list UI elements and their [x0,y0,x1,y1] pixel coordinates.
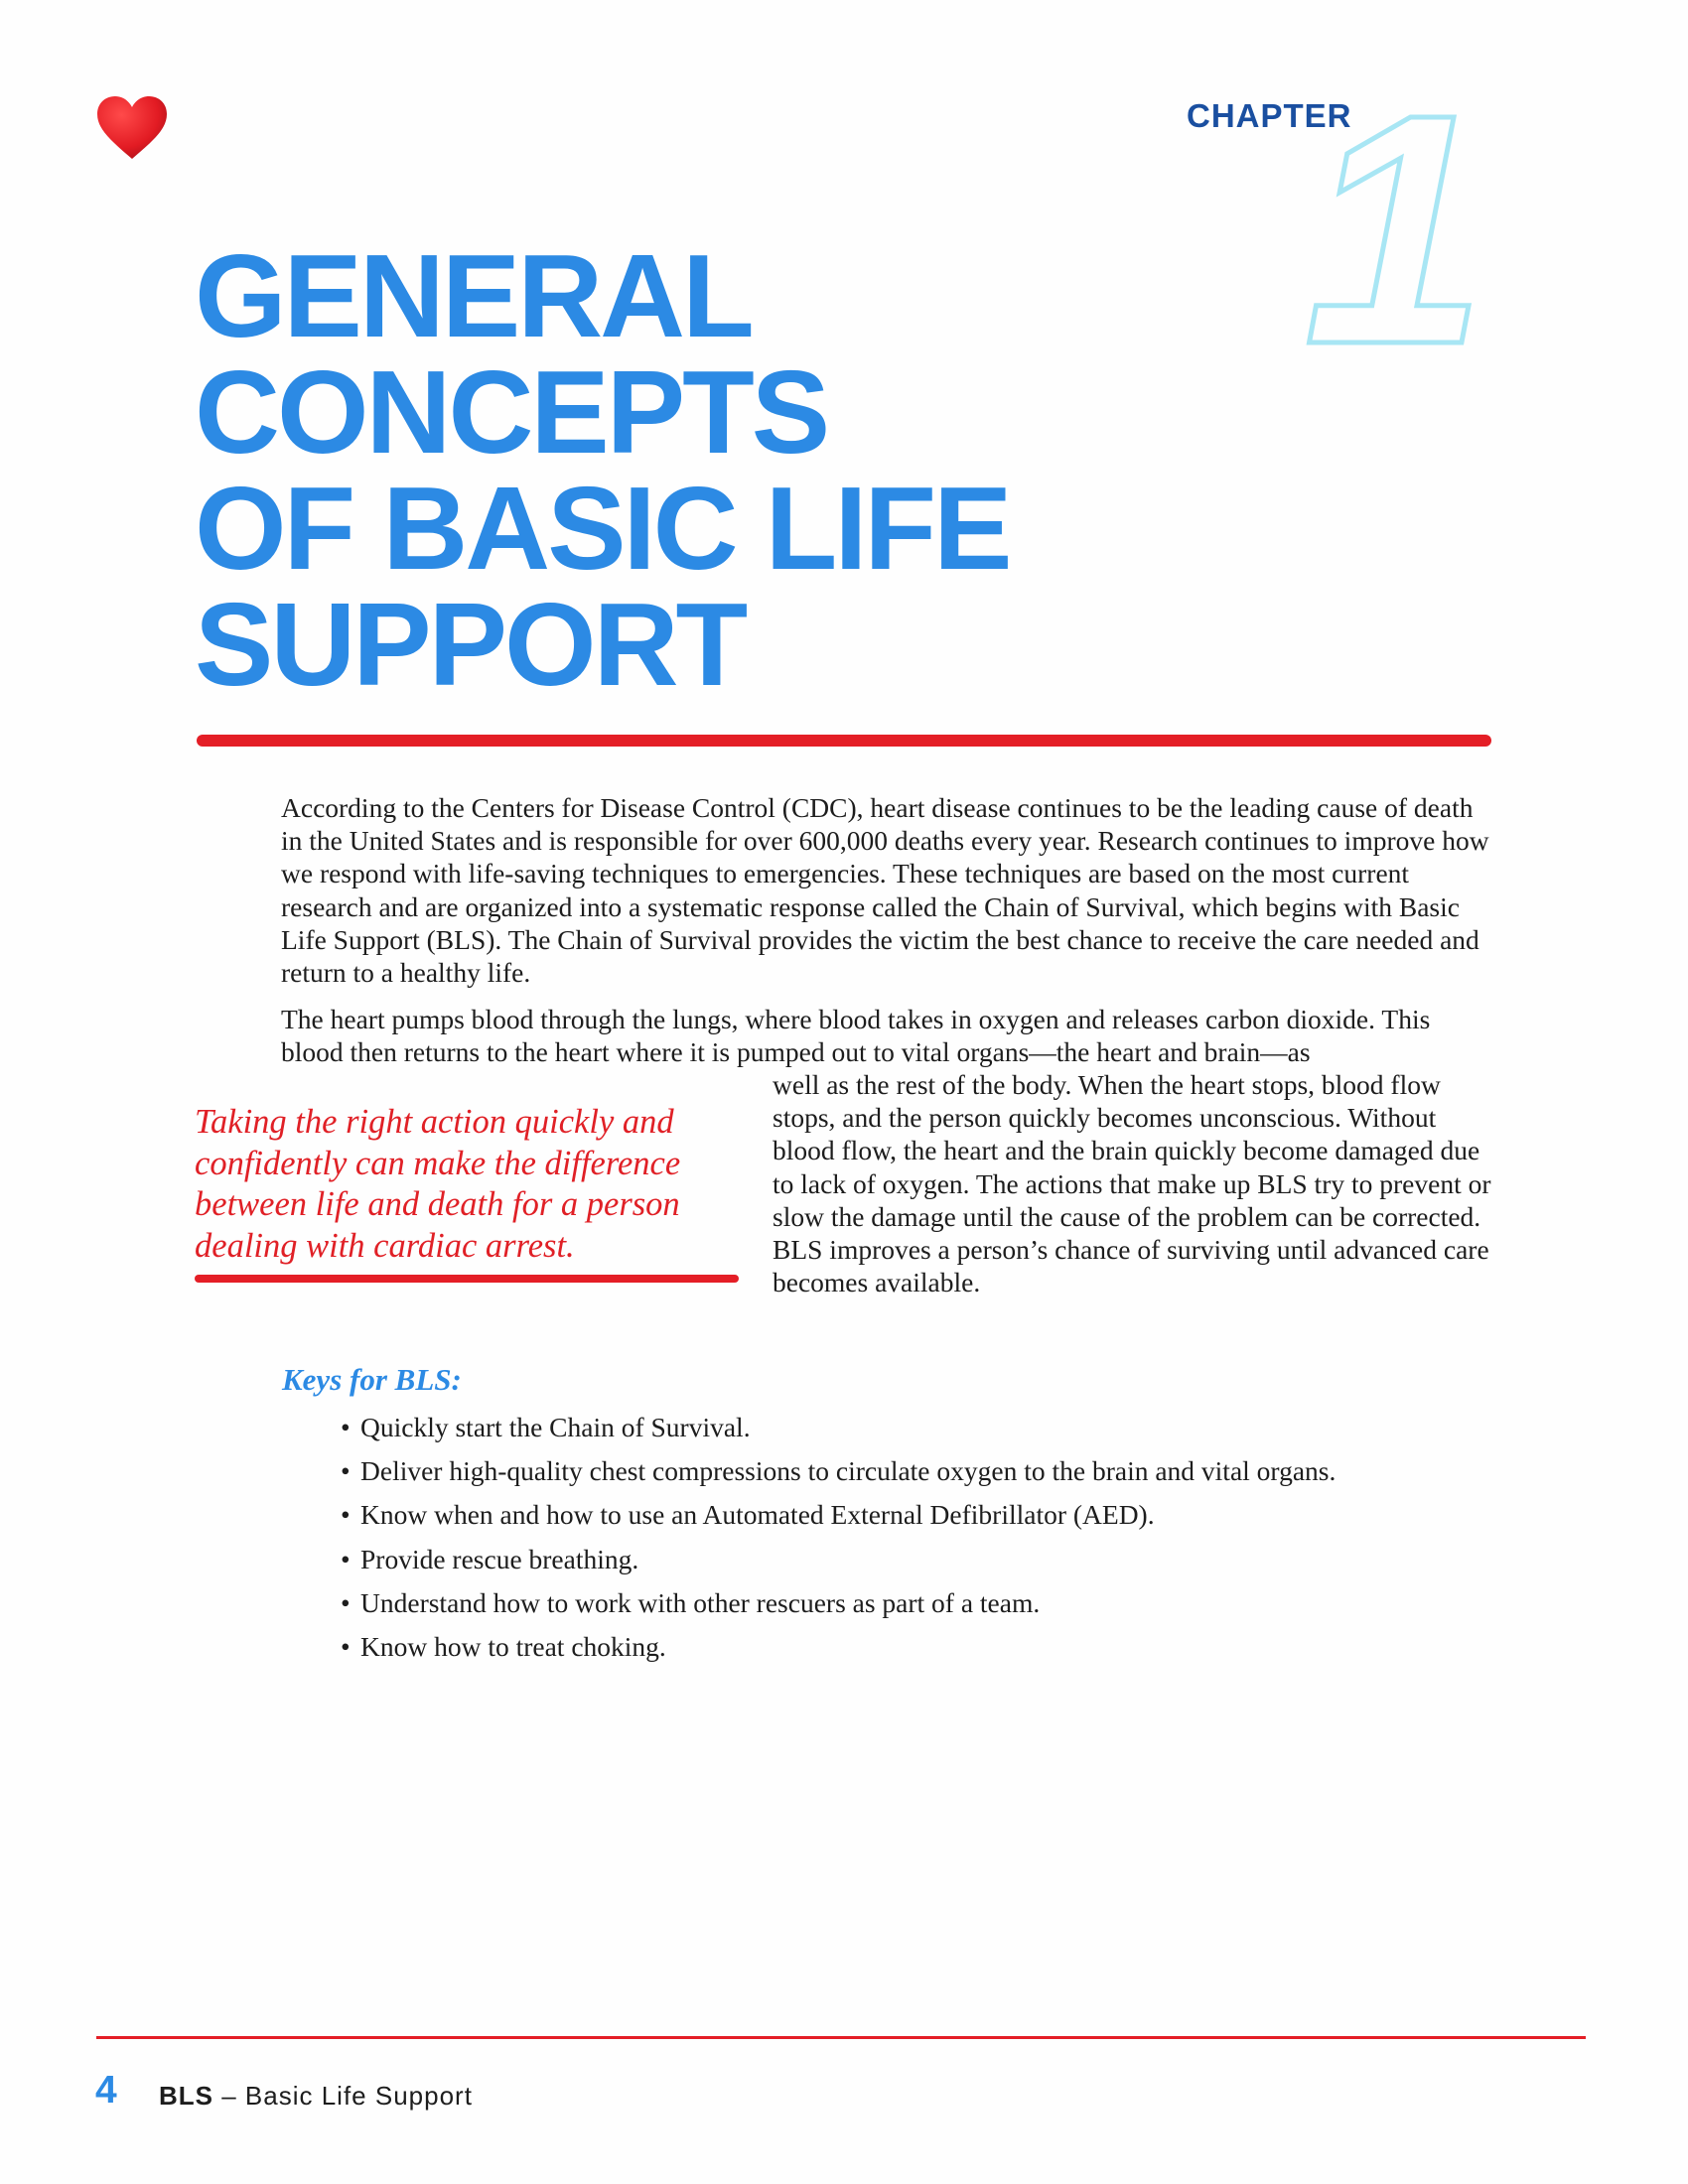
title-divider [197,735,1491,747]
bullet: • [341,1630,351,1662]
running-footer [159,2081,473,2112]
chapter-label: CHAPTER [1187,97,1352,134]
bullet: • [341,1412,351,1442]
list-item-text: Provide rescue breathing. [360,1543,639,1574]
svg-text:1: 1 [1304,89,1486,357]
page-title [195,230,1010,711]
list-item-text: Understand how to work with other rescuers as part of a team. [360,1586,1041,1618]
page-number: 4 [95,2069,117,2112]
chapter-number [1291,89,1499,357]
heart-paragraph: The heart pumps blood through the lungs, where blood takes in oxygen and releases carbon dioxide. This blood then returns to the heart where it is pumped out to vital organs—the heart and brain—as [281,1004,1431,1068]
heart-icon [95,95,169,161]
title-line: GENERAL [195,230,752,362]
list-item-text: Know how to treat choking. [360,1630,666,1662]
bullet: • [341,1499,351,1531]
bullet: • [341,1543,351,1574]
footer-divider [96,2036,1586,2039]
bullet: • [341,1586,351,1618]
title-line: SUPPORT [195,579,746,711]
intro-paragraph: According to the Centers for Disease Control (CDC), heart disease continues to be the leading cause of death in the United States and is responsible for over 600,000 deaths every year. Research continues to improve how we respond with life-saving techniques to emergencies. These techniques are based on the most current research and are organized into a systematic response called the Chain of Survival, which begins with Basic Life Support (BLS). The Chain of Survival provides the victim the best chance to receive the care needed and return to a healthy life. [281,792,1489,989]
book-abbrev: BLS [159,2081,213,2111]
keys-list [341,1412,1512,1675]
title-line: CONCEPTS [195,346,828,478]
title-line: OF BASIC LIFE [195,463,1010,595]
pull-quote: Taking the right action quickly and confidently can make the difference between life and death for a person dealing with cardiac arrest. [195,1103,681,1265]
list-item-text: Quickly start the Chain of Survival. [360,1412,751,1442]
keys-heading: Keys for BLS: [282,1362,462,1397]
bullet: • [341,1455,351,1487]
book-title: – Basic Life Support [213,2081,473,2111]
list-item [341,1499,1512,1543]
list-item [341,1631,1512,1675]
list-item-text: Deliver high-quality chest compressions to circulate oxygen to the brain and vital organs. [360,1455,1336,1487]
list-item [341,1455,1512,1499]
list-item [341,1587,1512,1631]
heart-paragraph-continued: well as the rest of the body. When the heart stops, blood flow stops, and the person quickly becomes unconscious. Without blood flow, the heart and the brain quickly become damaged due to lack of oxygen. The actions that make up BLS try to prevent or slow the damage until the cause of the problem can be corrected. BLS improves a person’s chance of surviving until advanced care becomes available. [773,1069,1491,1298]
list-item-text: Know when and how to use an Automated External Defibrillator (AED). [360,1499,1155,1531]
list-item [341,1544,1512,1587]
list-item [341,1412,1512,1455]
pull-quote-divider [195,1275,739,1283]
